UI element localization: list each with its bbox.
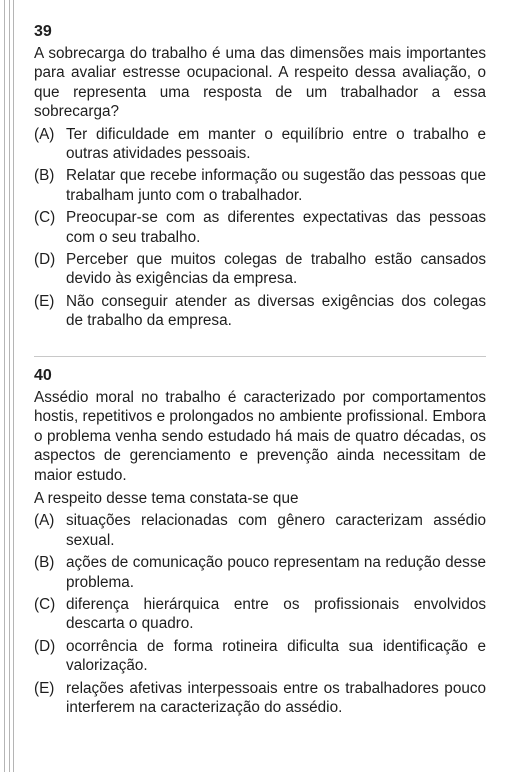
option-letter: (E) <box>34 679 55 697</box>
option-text: Relatar que recebe informação ou sugestão das pessoas que trabalham junto com o trabalhador. <box>66 167 486 204</box>
option-text: ações de comunicação pouco representam na redução desse problema. <box>66 554 486 591</box>
option-letter: (B) <box>34 554 55 572</box>
answer-options <box>34 511 486 717</box>
option-letter: (B) <box>34 167 55 185</box>
option-e <box>34 292 486 331</box>
option-c <box>34 208 486 247</box>
option-letter: (C) <box>34 596 56 614</box>
margin-rule-inner <box>13 0 14 772</box>
question-stem: A sobrecarga do trabalho é uma das dimensões mais importantes para avaliar estresse ocupacional. A respeito dessa avaliação, o que representa uma resposta de um trabalhador a essa sobrecarga? <box>34 45 486 121</box>
option-b <box>34 166 486 205</box>
option-text: relações afetivas interpessoais entre os trabalhadores pouco interferem na caracterização do assédio. <box>66 679 486 717</box>
option-b <box>34 553 486 592</box>
question-number: 39 <box>34 23 52 40</box>
option-a <box>34 125 486 164</box>
option-a <box>34 511 486 550</box>
question-number: 40 <box>34 367 52 384</box>
option-c <box>34 595 486 634</box>
option-text: situações relacionadas com gênero caracterizam assédio sexual. <box>66 512 486 549</box>
option-letter: (E) <box>34 292 55 310</box>
question-divider <box>34 356 486 357</box>
answer-options <box>34 125 486 331</box>
option-letter: (D) <box>34 251 56 269</box>
option-letter: (A) <box>34 512 55 530</box>
question-prompt: A respeito desse tema constata-se que <box>34 490 299 508</box>
option-text: Preocupar-se com as diferentes expectativas das pessoas com o seu trabalho. <box>66 209 486 246</box>
option-text: Ter dificuldade em manter o equilíbrio entre o trabalho e outras atividades pessoais. <box>66 125 486 163</box>
option-text: Perceber que muitos colegas de trabalho estão cansados devido às exigências da empresa. <box>66 251 486 288</box>
question-stem: Assédio moral no trabalho é caracterizado por comportamentos hostis, repetitivos e prolongados no ambiente profissional. Embora o problema venha sendo estudado há mais de quatro décadas, os aspectos de gerenciamento e prevenção ainda necessitam de maior estudo. <box>34 389 486 484</box>
question-40 <box>34 366 486 721</box>
option-e <box>34 679 486 718</box>
option-d <box>34 637 486 676</box>
margin-rule-middle <box>9 0 10 772</box>
option-letter: (C) <box>34 209 56 227</box>
question-39 <box>34 22 486 334</box>
option-text: diferença hierárquica entre os profissionais envolvidos descarta o quadro. <box>66 596 486 633</box>
option-letter: (D) <box>34 637 56 655</box>
option-d <box>34 250 486 289</box>
option-letter: (A) <box>34 125 55 143</box>
margin-rule-outer <box>4 0 5 772</box>
option-text: Não conseguir atender as diversas exigências dos colegas de trabalho da empresa. <box>66 292 486 330</box>
option-text: ocorrência de forma rotineira dificulta sua identificação e valorização. <box>66 637 486 675</box>
